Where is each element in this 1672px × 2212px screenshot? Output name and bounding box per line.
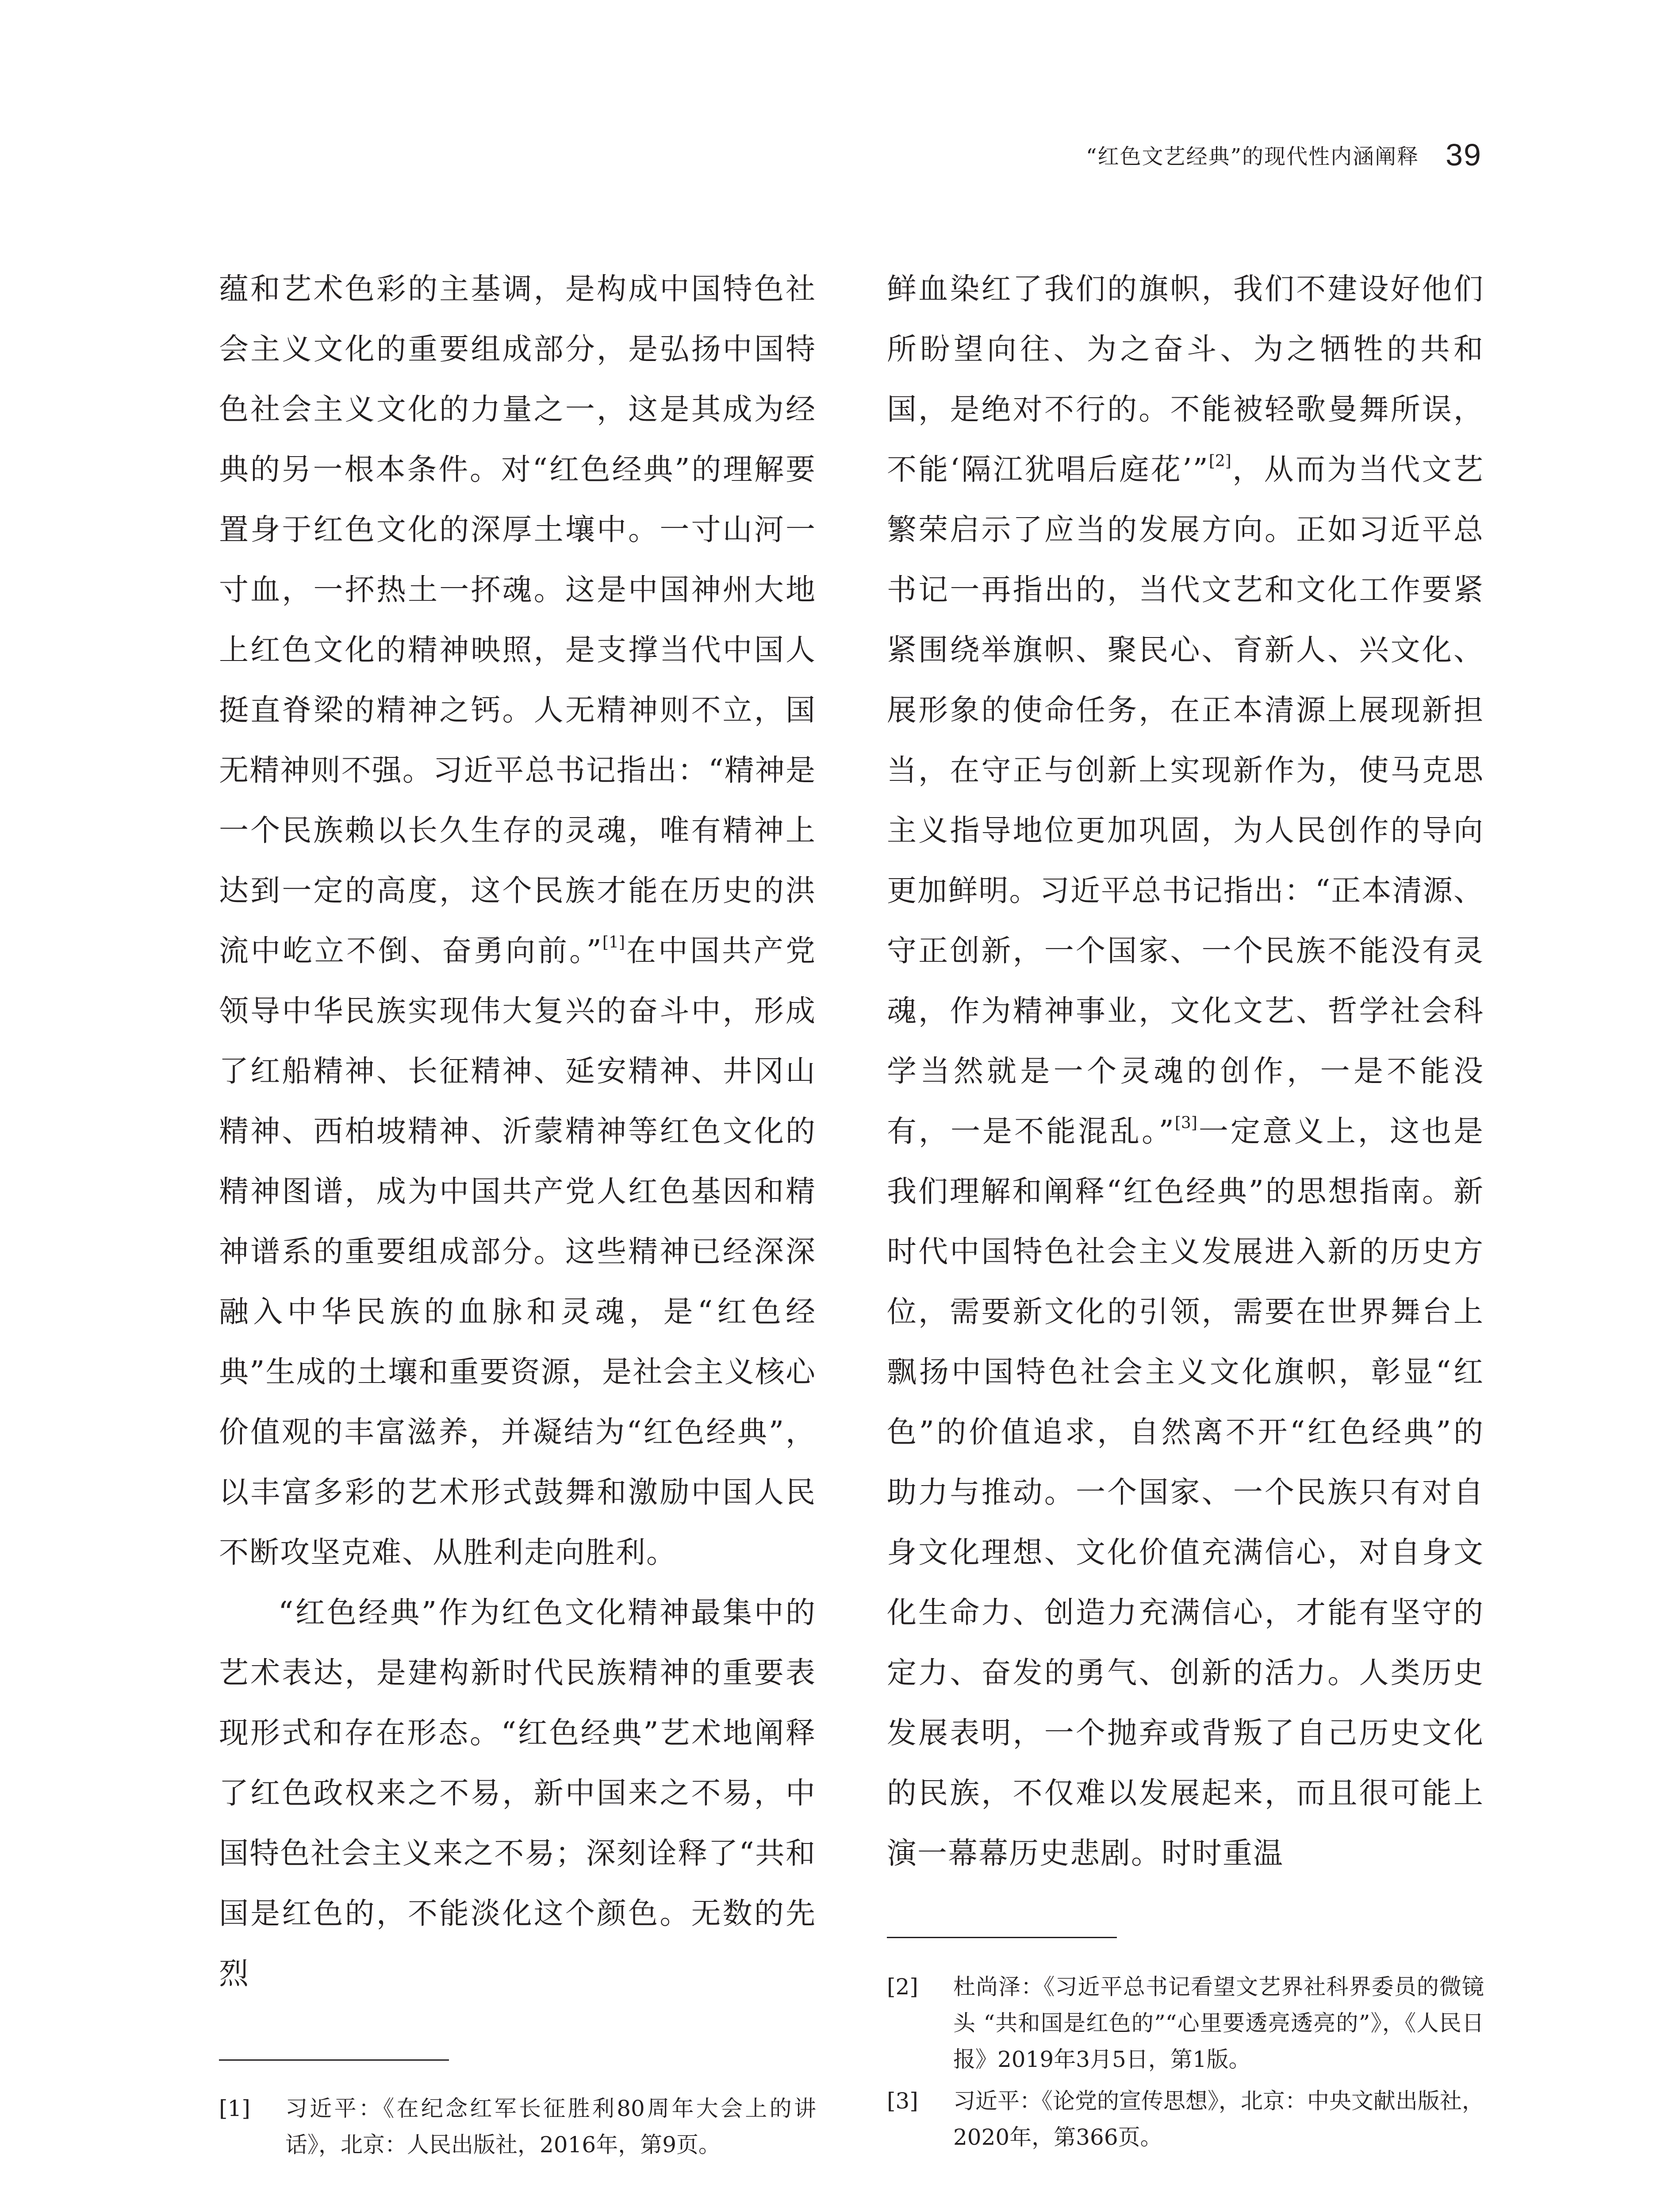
footnote-ref-1[interactable]: [1] bbox=[602, 933, 625, 952]
footnote-divider-left bbox=[219, 2059, 449, 2061]
right-text-a: 鲜血染红了我们的旗帜，我们不建设好他们所盼望向往、为之奋斗、为之牺牲的共和国，是绝对不行的。不能被轻歌曼舞所误，不能‘隔江犹唱后庭花’” bbox=[887, 272, 1484, 487]
right-paragraph bbox=[887, 259, 1484, 1883]
footnote-2-mark: [2] bbox=[887, 1974, 918, 2000]
footnote-3-mark: [3] bbox=[887, 2088, 918, 2114]
footnote-3 bbox=[887, 2083, 1484, 2155]
footnote-ref-3[interactable]: [3] bbox=[1174, 1114, 1197, 1132]
left-paragraph-2: “红色经典”作为红色文化精神最集中的艺术表达，是建构新时代民族精神的重要表现形式和存在形态。“红色经典”艺术地阐释了红色政权来之不易，新中国来之不易，中国特色社会主义来之不易；深刻诠释了“共和国是红色的，不能淡化这个颜色。无数的先烈 bbox=[219, 1595, 816, 1991]
right-column bbox=[887, 259, 1484, 1883]
footnote-2-text: 杜尚泽：《习近平总书记看望文艺界社科界委员的微镜头 “共和国是红色的”“心里要透亮透亮的”》，《人民日报》2019年3月5日，第1版。 bbox=[953, 1974, 1484, 2072]
right-text-c: 一定意义上，这也是我们理解和阐释“红色经典”的思想指南。新时代中国特色社会主义发展进入新的历史方位，需要新文化的引领，需要在世界舞台上飘扬中国特色社会主义文化旗帜，彰显“红色”的价值追求，自然离不开“红色经典”的助力与推动。一个国家、一个民族只有对自身文化理想、文化价值充满信心，对自身文化生命力、创造力充满信心，才能有坚守的定力、奋发的勇气、创新的活力。人类历史发展表明，一个抛弃或背叛了自己历史文化的民族，不仅难以发展起来，而且很可能上演一幕幕历史悲剧。时时重温 bbox=[887, 1114, 1484, 1870]
footnote-ref-2[interactable]: [2] bbox=[1208, 452, 1231, 470]
right-text-b: ，从而为当代文艺繁荣启示了应当的发展方向。正如习近平总书记一再指出的，当代文艺和文化工作要紧紧围绕举旗帜、聚民心、育新人、兴文化、展形象的使命任务，在正本清源上展现新担当，在守正与创新上实现新作为，使马克思主义指导地位更加巩固，为人民创作的导向更加鲜明。习近平总书记指出：“正本清源、守正创新，一个国家、一个民族不能没有灵魂，作为精神事业，文化文艺、哲学社会科学当然就是一个灵魂的创作，一是不能没有，一是不能混乱。” bbox=[887, 452, 1484, 1148]
footnote-1-text: 习近平：《在纪念红军长征胜利80周年大会上的讲话》，北京：人民出版社，2016年，第9页。 bbox=[285, 2096, 816, 2158]
footnote-divider-right bbox=[887, 1937, 1117, 1938]
left-paragraph-1 bbox=[219, 259, 816, 1582]
footnotes-left bbox=[219, 2090, 816, 2163]
footnote-2 bbox=[887, 1969, 1484, 2078]
footnotes-right bbox=[887, 1969, 1484, 2155]
footnote-1 bbox=[219, 2090, 816, 2163]
running-title: “红色文艺经典”的现代性内涵阐释 bbox=[1086, 144, 1419, 169]
left-column bbox=[219, 259, 816, 2004]
page-number: 39 bbox=[1446, 138, 1482, 172]
footnote-1-mark: [1] bbox=[219, 2096, 250, 2121]
running-header bbox=[133, 137, 1482, 173]
left-p1-text-a: 蕴和艺术色彩的主基调，是构成中国特色社会主义文化的重要组成部分，是弘扬中国特色社会主义文化的力量之一，这是其成为经典的另一根本条件。对“红色经典”的理解要置身于红色文化的深厚土壤中。一寸山河一寸血，一抔热土一抔魂。这是中国神州大地上红色文化的精神映照，是支撑当代中国人挺直脊梁的精神之钙。人无精神则不立，国无精神则不强。习近平总书记指出：“精神是一个民族赖以长久生存的灵魂，唯有精神上达到一定的高度，这个民族才能在历史的洪流中屹立不倒、奋勇向前。” bbox=[219, 272, 816, 968]
left-p1-text-b: 在中国共产党领导中华民族实现伟大复兴的奋斗中，形成了红船精神、长征精神、延安精神、井冈山精神、西柏坡精神、沂蒙精神等红色文化的精神图谱，成为中国共产党人红色基因和精神谱系的重要组成部分。这些精神已经深深融入中华民族的血脉和灵魂，是“红色经典”生成的土壤和重要资源，是社会主义核心价值观的丰富滋养，并凝结为“红色经典”，以丰富多彩的艺术形式鼓舞和激励中国人民不断攻坚克难、从胜利走向胜利。 bbox=[219, 933, 816, 1570]
footnote-3-text: 习近平：《论党的宣传思想》，北京：中央文献出版社，2020年，第366页。 bbox=[953, 2088, 1484, 2150]
